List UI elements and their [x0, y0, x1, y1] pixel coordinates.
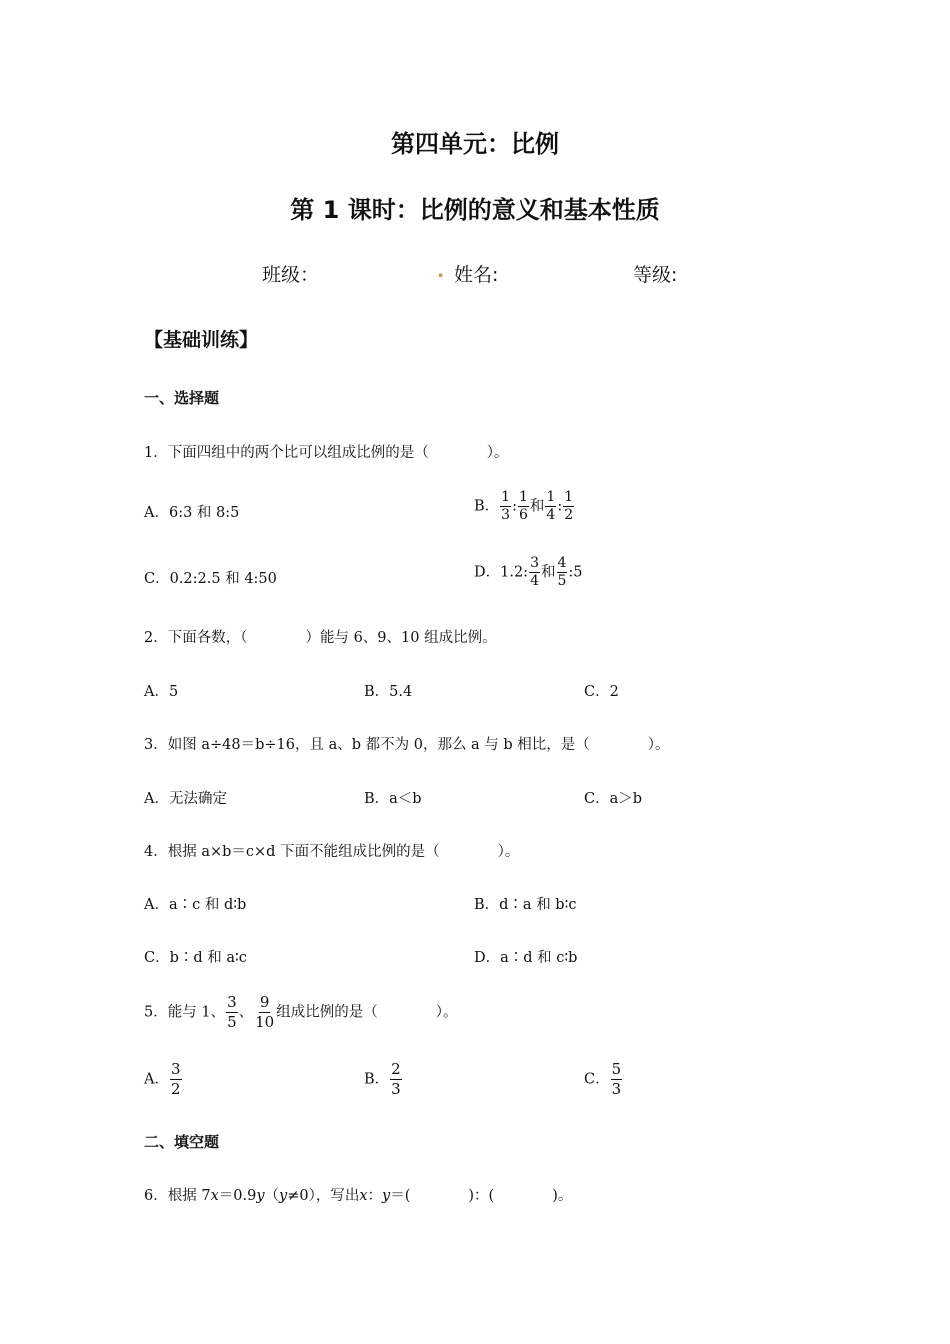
q3-stem: 3．如图 a÷48＝b÷16，且 a、b 都不为 0，那么 a 与 b 相比，是（ ）。: [144, 737, 670, 753]
q5-sep: 、: [238, 1004, 254, 1021]
colon: :: [512, 498, 517, 515]
q4-option-c: C．b∶d 和 a∶c: [144, 950, 247, 966]
fraction-denominator: 6: [518, 507, 528, 523]
q2-option-b: B．5.4: [364, 684, 413, 700]
q3-option-b: B．a＜b: [364, 791, 422, 807]
fraction-numerator: 5: [611, 1060, 622, 1078]
q1-d-suffix: :5: [568, 564, 583, 581]
q5-fraction-2: [254, 993, 275, 1032]
q1-b-fraction-1: [500, 489, 511, 524]
colon: :: [557, 498, 563, 515]
q6-var-x: x: [210, 1188, 219, 1204]
fraction-denominator: 10: [255, 1013, 275, 1031]
q1-option-a: A．6:3 和 8:5: [144, 505, 240, 521]
q1-option-b: [474, 489, 575, 524]
and-word: 和: [529, 498, 545, 515]
q5-b-prefix: B．: [364, 1071, 390, 1088]
q6-text-6: ＝( )：( )。: [390, 1188, 573, 1204]
q5-option-b: [364, 1060, 403, 1099]
part1-title: 一、选择题: [144, 389, 220, 407]
fraction-denominator: 4: [530, 573, 539, 589]
q6-var-y: y: [279, 1188, 288, 1204]
q6-text-2: ＝0.9: [218, 1188, 257, 1204]
q1-b-prefix: B．: [474, 498, 500, 515]
and-word: 和: [541, 564, 556, 581]
q5-stem-prefix: 5．能与 1、: [144, 1004, 226, 1021]
grade-label: 等级:: [633, 264, 678, 286]
fraction-denominator: 3: [611, 1080, 622, 1098]
q6-text-1: 6．根据 7: [144, 1188, 211, 1204]
q1-b-fraction-4: [563, 489, 574, 524]
fraction-numerator: 1: [546, 489, 556, 505]
fraction-denominator: 2: [564, 507, 574, 523]
q1-d-prefix: D．1.2:: [474, 564, 529, 581]
q5-stem-suffix: 组成比例的是（ ）。: [276, 1004, 458, 1021]
q6-stem: [144, 1184, 572, 1205]
fraction-denominator: 2: [170, 1080, 181, 1098]
separator-dot: .: [437, 260, 445, 282]
q2-stem: 2．下面各数，（ ）能与 6、9、10 组成比例。: [144, 630, 497, 646]
fraction-denominator: 4: [546, 507, 556, 523]
q1-stem: 1．下面四组中的两个比可以组成比例的是（ ）。: [144, 445, 509, 461]
q4-option-d: D．a∶d 和 c∶b: [474, 950, 578, 966]
q5-fraction-1: [226, 993, 238, 1032]
fraction-numerator: 3: [227, 993, 237, 1011]
q5-a-fraction: [170, 1060, 182, 1099]
q6-var-y: y: [382, 1188, 391, 1204]
fraction-denominator: 3: [501, 507, 511, 523]
section-basic-training: 【基础训练】: [144, 329, 259, 351]
q2-option-c: C．2: [584, 684, 619, 700]
q6-text-5: ：: [367, 1188, 383, 1204]
fraction-denominator: 3: [391, 1080, 401, 1098]
class-label: 班级：: [262, 264, 320, 286]
name-label: 姓名:: [454, 264, 499, 286]
fraction-numerator: 2: [391, 1060, 401, 1078]
q5-b-fraction: [390, 1060, 402, 1099]
q4-option-a: A．a∶c 和 d∶b: [144, 897, 247, 913]
q1-b-fraction-3: [545, 489, 556, 524]
fraction-numerator: 3: [530, 555, 539, 571]
q3-option-c: C．a＞b: [584, 791, 643, 807]
fraction-numerator: 9: [259, 993, 270, 1011]
q1-b-fraction-2: [518, 489, 529, 524]
q6-var-y: y: [256, 1188, 265, 1204]
q5-stem: [144, 993, 457, 1032]
fraction-numerator: 3: [170, 1060, 181, 1078]
q5-c-fraction: [611, 1060, 623, 1099]
fraction-numerator: 1: [518, 489, 528, 505]
q1-d-fraction-2: [557, 555, 568, 590]
fraction-numerator: 1: [501, 489, 511, 505]
q2-option-a: A．5: [144, 684, 179, 700]
fraction-denominator: 5: [227, 1013, 237, 1031]
q1-option-c: C．0.2:2.5 和 4:50: [144, 571, 277, 587]
q5-a-prefix: A．: [144, 1071, 169, 1088]
q4-stem: 4．根据 a×b＝c×d 下面不能组成比例的是（ ）。: [144, 844, 520, 860]
q3-option-a: A．无法确定: [144, 791, 227, 807]
q6-text-3: （: [264, 1188, 280, 1204]
fraction-numerator: 4: [557, 555, 567, 571]
q1-d-fraction-1: [529, 555, 540, 590]
q5-option-c: [584, 1060, 623, 1099]
unit-title: 第四单元：比例: [391, 130, 559, 158]
part2-title: 二、填空题: [144, 1133, 220, 1151]
q6-var-x: x: [359, 1188, 368, 1204]
q5-option-a: [144, 1060, 183, 1099]
fraction-numerator: 1: [564, 489, 574, 505]
lesson-title: 第 1 课时：比例的意义和基本性质: [290, 196, 660, 224]
q4-option-b: B．d∶a 和 b∶c: [474, 897, 577, 913]
q6-text-4: ≠0），写出: [287, 1188, 360, 1204]
q5-c-prefix: C．: [584, 1071, 610, 1088]
q1-option-d: [474, 555, 583, 590]
fraction-denominator: 5: [557, 573, 567, 589]
